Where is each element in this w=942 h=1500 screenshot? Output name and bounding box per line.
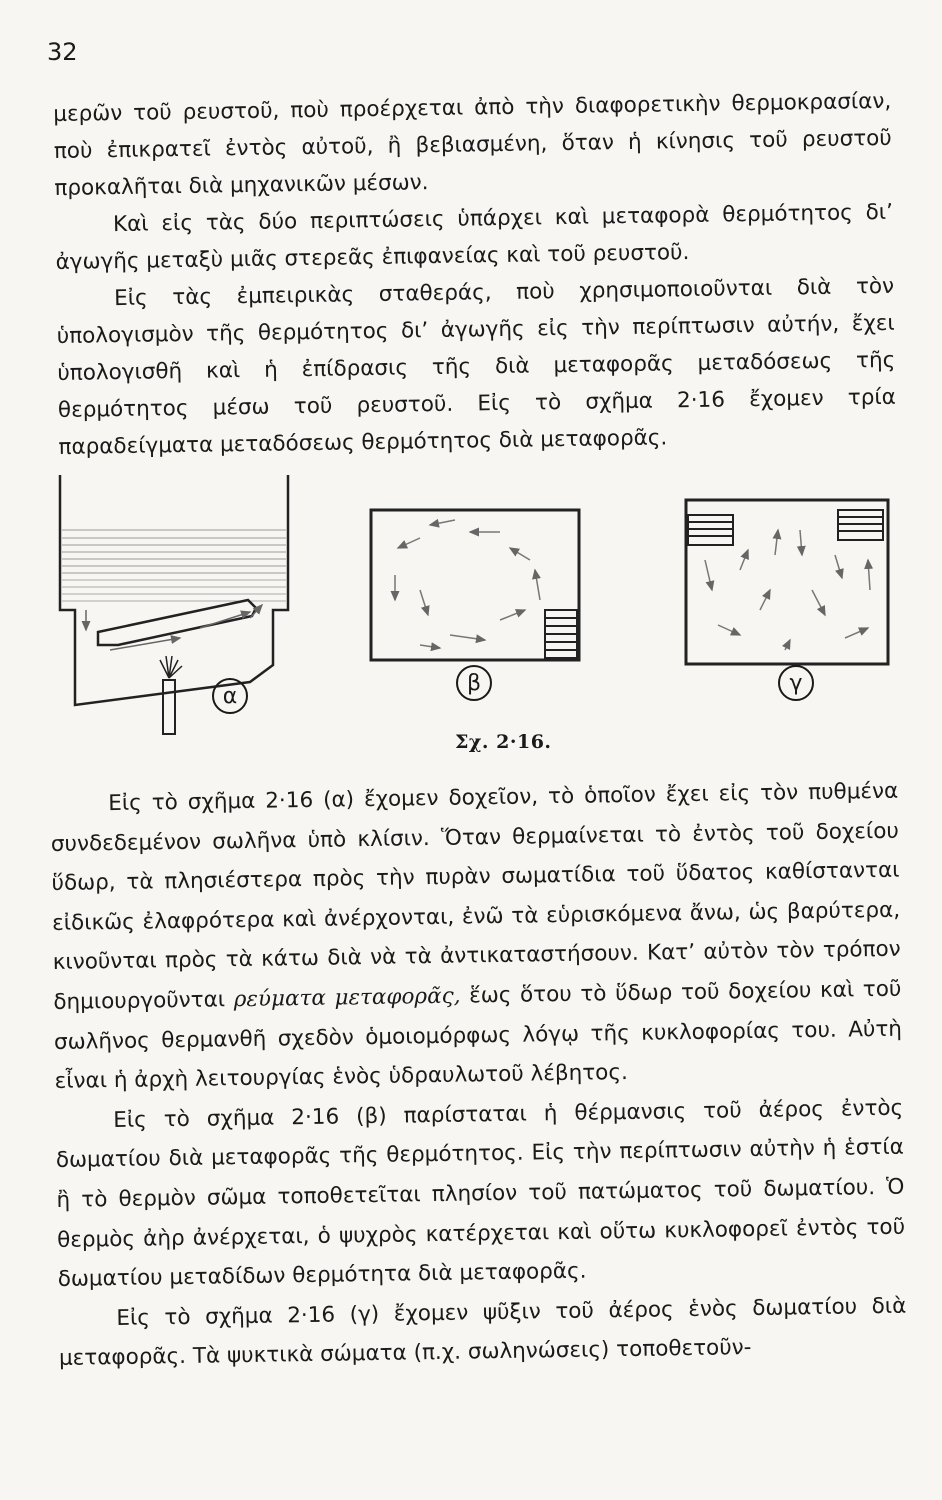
text-block-bottom xyxy=(50,772,907,1379)
page-number: 32 xyxy=(47,38,78,66)
flame-icon xyxy=(160,656,182,678)
figure-2-16 xyxy=(0,460,942,760)
figure-label-a: α xyxy=(212,678,248,714)
tank-outline xyxy=(60,475,288,705)
paragraph: μερῶν τοῦ ρευστοῦ, ποὺ προέρχεται ἀπὸ τὴν διαφορετικὴν θερμοκρασίαν, ποὺ ἐπικρατεῖ ἐντὸς αὐτοῦ, ἢ βεβιασμένη, ὅταν ἡ κίνησις τοῦ ρευστοῦ προκαλῆται διὰ μηχανικῶν μέσων. xyxy=(53,88,892,201)
figure-label-c: γ xyxy=(778,665,814,701)
paragraph: Εἰς τὸ σχῆμα 2·16 (β) παρίσταται ἡ θέρμανσις τοῦ ἀέρος ἐντὸς δωματίου διὰ μεταφορᾶς τῆς θερμότητος. Εἰς τὴν περίπτωσιν αὐτὴν ἡ ἑστία ἢ τὸ θερμὸν σῶμα τοποθετεῖται πλησίον τοῦ πατώματος τοῦ δωματίου. Ὁ θερμὸς ἀὴρ ἀνέρχεται, ὁ ψυχρὸς κατέρχεται καὶ οὕτω κυκλοφορεῖ ἐντὸς τοῦ δωματίου μεταδίδων θερμότητα διὰ μεταφορᾶς. xyxy=(55,1095,906,1293)
room-diagram-b xyxy=(371,510,579,660)
emphasis-text: ρεύματα μεταφορᾶς, xyxy=(233,983,461,1013)
figure-caption: Σχ. 2·16. xyxy=(455,731,552,753)
text-block-top xyxy=(53,83,897,466)
water-lines xyxy=(62,530,286,573)
paragraph-text: Εἰς τὸ σχῆμα 2·16 (α) ἔχομεν δοχεῖον, τὸ ὁποῖον ἔχει εἰς τὸν πυθμένα συνδεδεμένον σωλῆνα ὑπὸ κλίσιν. Ὅταν θερμαίνεται τὸ ἐντὸς τοῦ δοχείου ὕδωρ, τὰ πλησιέστερα πρὸς τὴν πυρὰν σωματίδια τοῦ ὕδατος καθίστανται εἰδικῶς ἐλαφρότερα καὶ ἀνέρχονται, ἐνῶ τὰ εὑρισκόμενα ἄνω, ὡς βαρύτερα, κινοῦνται πρὸς τὰ κάτω διὰ νὰ τὰ ἀντικαταστήσουν. Κατ’ αὐτὸν τὸν τρόπον δημιουργοῦνται xyxy=(50,778,901,1015)
cooler-left xyxy=(688,515,733,545)
figure-label-b: β xyxy=(456,665,492,701)
paragraph: Εἰς τὰς ἐμπειρικὰς σταθεράς, ποὺ χρησιμοποιοῦνται διὰ τὸν ὑπολογισμὸν τῆς θερμότητος δι’ ἀγωγῆς εἰς τὴν περίπτωσιν αὐτήν, ἔχει ὑπολογισθῆ καὶ ἡ ἐπίδρασις τῆς διὰ μεταφορᾶς μεταδόσεως τῆς θερμότητος μέσω τοῦ ρευστοῦ. Εἰς τὸ σχῆμα 2·16 ἔχομεν τρία παραδείγματα μεταδόσεως θερμότητος διὰ μεταφορᾶς. xyxy=(56,273,897,460)
room-diagram-c xyxy=(686,500,888,664)
paragraph xyxy=(50,772,903,1102)
tank-diagram-a xyxy=(60,475,288,705)
figure-drawing xyxy=(0,460,942,760)
cooler-right xyxy=(838,510,883,540)
burner xyxy=(160,656,182,734)
paragraph: Καὶ εἰς τὰς δύο περιπτώσεις ὑπάρχει καὶ μεταφορὰ θερμότητος δι’ ἀγωγῆς μεταξὺ μιᾶς στερεᾶς ἐπιφανείας καὶ τοῦ ρευστοῦ. xyxy=(55,199,894,275)
paragraph-text: ἕως ὅτου τὸ ὕδωρ τοῦ δοχείου καὶ τοῦ σωλῆνος θερμανθῆ σχεδὸν ὁμοιομόρφως λόγῳ τῆς κυκλοφορίας του. Αὐτὴ εἶναι ἡ ἀρχὴ λειτουργίας ἑνὸς ὑδραυλωτοῦ λέβητος. xyxy=(53,976,903,1095)
paragraph: Εἰς τὸ σχῆμα 2·16 (γ) ἔχομεν ψῦξιν τοῦ ἀέρος ἑνὸς δωματίου διὰ μεταφορᾶς. Τὰ ψυκτικὰ σώματα (π.χ. σωληνώσεις) τοποθετοῦν- xyxy=(58,1293,907,1372)
heater xyxy=(545,610,577,658)
